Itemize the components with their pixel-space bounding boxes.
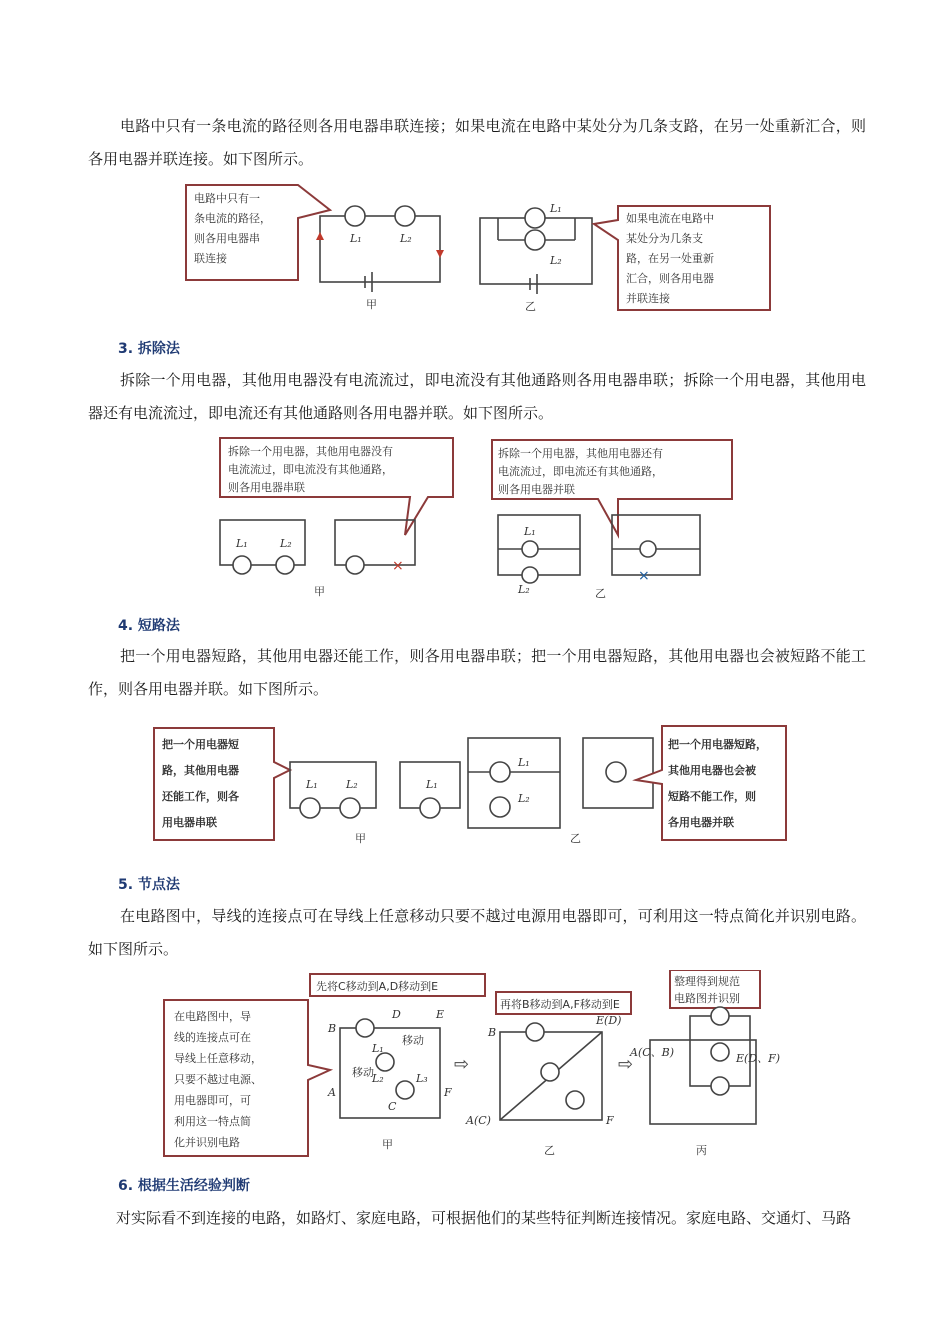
fig3-lamp-remaining-icon (420, 798, 440, 818)
fig2-par-label-l1: L₁ (524, 525, 536, 538)
fig3-label-l1: L₁ (306, 778, 318, 791)
fig1-callout-left-line-1: 电路中只有一 (194, 192, 260, 205)
fig3-callout-right-line-4: 各用电器并联 (668, 816, 734, 829)
fig3-par-lamp-l2-icon (490, 797, 510, 817)
fig2-callout-left-line-2: 电流流过，即电流没有其他通路， (228, 463, 393, 476)
section3-paragraph: 拆除一个用电器，其他用电器没有电流流过，即电流没有其他通路则各用电器串联；拆除一个用电器，其他用电器还有电流流过，即电流还有其他通路则各用电器并联。如下图所示。 (88, 371, 866, 422)
fig4-tag3-line-1: 整理得到规范 (674, 975, 740, 988)
fig3-callout-right-line-2: 其他用电器也会被 (668, 764, 756, 777)
fig4-tag3-line-2: 电路图并识别 (674, 992, 740, 1005)
fig4-yi-lamp-l2-icon (541, 1063, 559, 1081)
fig2-par-lamp-l1-icon (522, 541, 538, 557)
figure-short-circuit (150, 722, 790, 847)
fig4-callout-line-3: 导线上任意移动， (174, 1052, 262, 1065)
fig4-yi-node-f: F (606, 1114, 614, 1127)
fig2-callout-right-line-3: 则各用电器并联 (498, 483, 575, 496)
fig4-yi-lamp-l1-icon (526, 1023, 544, 1041)
section5-paragraph: 在电路图中，导线的连接点可在导线上任意移动只要不越过电源用电器即可，可利用这一特点简化并识别电路。如下图所示。 (88, 907, 866, 958)
fig3-callout-left-line-1: 把一个用电器短 (162, 738, 239, 751)
fig4-node-a: A (328, 1086, 336, 1099)
fig4-move-label-1: 移动 (402, 1034, 424, 1047)
fig3-label-yi: 乙 (570, 832, 581, 845)
fig2-label-l2: L₂ (280, 537, 292, 550)
fig2-callout-right-line-1: 拆除一个用电器，其他用电器还有 (498, 447, 663, 460)
fig4-yi-node-b: B (488, 1026, 497, 1039)
section6-paragraph: 对实际看不到连接的电路，如路灯、家庭电路，可根据他们的某些特征判断连接情况。家庭电路、交通灯、马路 (116, 1209, 852, 1227)
fig1-callout-left-line-4: 联连接 (194, 252, 227, 265)
fig1-par-label-l1: L₁ (550, 202, 562, 215)
fig4-label-bing: 丙 (696, 1144, 707, 1157)
fig4-bing-lamp-l2-icon (711, 1043, 729, 1061)
fig4-tag1: 先将C移动到A,D移动到E (316, 980, 439, 993)
fig4-callout-line-1: 在电路图中，导 (174, 1010, 251, 1023)
fig4-callout-line-7: 化并识别电路 (174, 1136, 240, 1149)
fig2-callout-right-line-2: 电流流过，即电流还有其他通路， (498, 465, 663, 478)
fig2-callout-left-line-1: 拆除一个用电器，其他用电器没有 (228, 445, 393, 458)
fig3-callout-left-line-2: 路，其他用电器 (162, 764, 239, 777)
fig1-label-l1: L₁ (350, 232, 362, 245)
section6-heading: 6. 根据生活经验判断 (118, 1178, 250, 1194)
fig4-label-l1: L₁ (372, 1042, 384, 1055)
section4-heading: 4. 短路法 (118, 618, 180, 634)
fig2-callout-left-line-3: 则各用电器串联 (228, 481, 305, 494)
fig1-callout-right-line-2: 某处分为几条支 (626, 232, 703, 245)
figure-node-method (160, 970, 800, 1160)
fig4-label-l2: L₂ (372, 1072, 384, 1085)
fig1-label-l2: L₂ (400, 232, 412, 245)
fig4-node-c: C (388, 1100, 397, 1113)
fig3-par-lamp-remaining-icon (606, 762, 626, 782)
figure-series-parallel (180, 180, 780, 315)
fig1-par-label-l2: L₂ (550, 254, 562, 267)
fig1-callout-left-line-2: 条电流的路径， (194, 212, 271, 225)
fig4-node-f: F (444, 1086, 452, 1099)
fig4-move-label-2: 移动 (352, 1066, 374, 1079)
fig3-callout-right-line-1: 把一个用电器短路， (668, 738, 767, 751)
fig3-par-label-l1: L₁ (518, 756, 530, 769)
fig4-yi-node-ac: A(C) (466, 1114, 491, 1127)
lamp-parallel-l1-icon (525, 208, 545, 228)
fig3-callout-left-line-3: 还能工作，则各 (162, 790, 239, 803)
lamp-l1-icon (345, 206, 365, 226)
fig4-bing-lamp-l3-icon (711, 1077, 729, 1095)
fig1-label-yi: 乙 (525, 300, 536, 313)
fig1-callout-right-line-3: 路，在另一处重新 (626, 252, 714, 265)
fig3-label-jia: 甲 (355, 832, 366, 845)
fig4-lamp-l1-icon (356, 1019, 374, 1037)
fig4-node-b: B (328, 1022, 337, 1035)
lamp-parallel-l2-icon (525, 230, 545, 250)
fig2-lamp-l2-icon (276, 556, 294, 574)
fig2-par-lamp-l2-icon (522, 567, 538, 583)
fig4-label-l3: L₃ (416, 1072, 428, 1085)
section5-heading: 5. 节点法 (118, 877, 180, 893)
fig1-callout-right-line-4: 汇合，则各用电器 (626, 272, 714, 285)
removed-lamp-icon: × (392, 558, 404, 574)
fig4-yi-lamp-l3-icon (566, 1091, 584, 1109)
fig4-bing-node-edf: E(D、F) (736, 1052, 781, 1065)
fig3-callout-left-line-4: 用电器串联 (162, 816, 217, 829)
fig1-label-jia: 甲 (366, 298, 377, 311)
fig4-bing-node-acb: A(C、B) (630, 1046, 675, 1059)
fig2-lamp-l1-icon (233, 556, 251, 574)
fig4-lamp-l3-icon (396, 1081, 414, 1099)
fig4-tag2: 再将B移动到A,F移动到E (500, 998, 620, 1011)
fig4-label-jia: 甲 (382, 1138, 393, 1151)
fig4-arrow-icon-2: ⇨ (618, 1054, 634, 1075)
fig3-label-l2: L₂ (346, 778, 358, 791)
fig2-par-lamp-remaining-icon (640, 541, 656, 557)
fig4-callout-line-6: 利用这一特点简 (174, 1115, 251, 1128)
fig3-label-remaining-l1: L₁ (426, 778, 438, 791)
fig3-par-label-l2: L₂ (518, 792, 530, 805)
fig4-bing-lamp-l1-icon (711, 1007, 729, 1025)
fig2-label-l1: L₁ (236, 537, 248, 550)
fig3-lamp-l2-icon (340, 798, 360, 818)
lamp-l2-icon (395, 206, 415, 226)
fig1-callout-left-line-3: 则各用电器串 (194, 232, 260, 245)
fig2-label-yi: 乙 (595, 587, 606, 600)
fig4-node-d: D (392, 1008, 401, 1021)
fig2-lamp-remaining-icon (346, 556, 364, 574)
fig1-callout-right-line-5: 并联连接 (626, 292, 670, 305)
fig3-callout-right-line-3: 短路不能工作，则 (668, 790, 756, 803)
fig4-label-yi: 乙 (544, 1144, 555, 1157)
fig3-lamp-l1-icon (300, 798, 320, 818)
fig1-callout-right-line-1: 如果电流在电路中 (626, 212, 714, 225)
fig4-lamp-l2-icon (376, 1053, 394, 1071)
fig4-callout-line-5: 用电器即可，可 (174, 1094, 251, 1107)
fig4-callout-line-2: 线的连接点可在 (174, 1031, 251, 1044)
fig4-yi-node-ed: E(D) (596, 1014, 622, 1027)
fig3-par-lamp-l1-icon (490, 762, 510, 782)
figure-removal-method (200, 435, 750, 600)
fig4-node-e: E (436, 1008, 445, 1021)
fig2-par-label-l2: L₂ (518, 583, 530, 596)
fig2-removed-lamp-icon: × (638, 568, 650, 584)
intro-paragraph: 电路中只有一条电流的路径则各用电器串联连接；如果电流在电路中某处分为几条支路，在另一处重新汇合，则各用电器并联连接。如下图所示。 (88, 117, 866, 168)
section3-heading: 3. 拆除法 (118, 341, 180, 357)
fig4-callout-line-4: 只要不越过电源、 (174, 1073, 262, 1086)
fig4-arrow-icon-1: ⇨ (454, 1054, 470, 1075)
section4-paragraph: 把一个用电器短路，其他用电器还能工作，则各用电器串联；把一个用电器短路，其他用电器也会被短路不能工作，则各用电器并联。如下图所示。 (88, 647, 866, 698)
fig2-label-jia: 甲 (314, 585, 325, 598)
